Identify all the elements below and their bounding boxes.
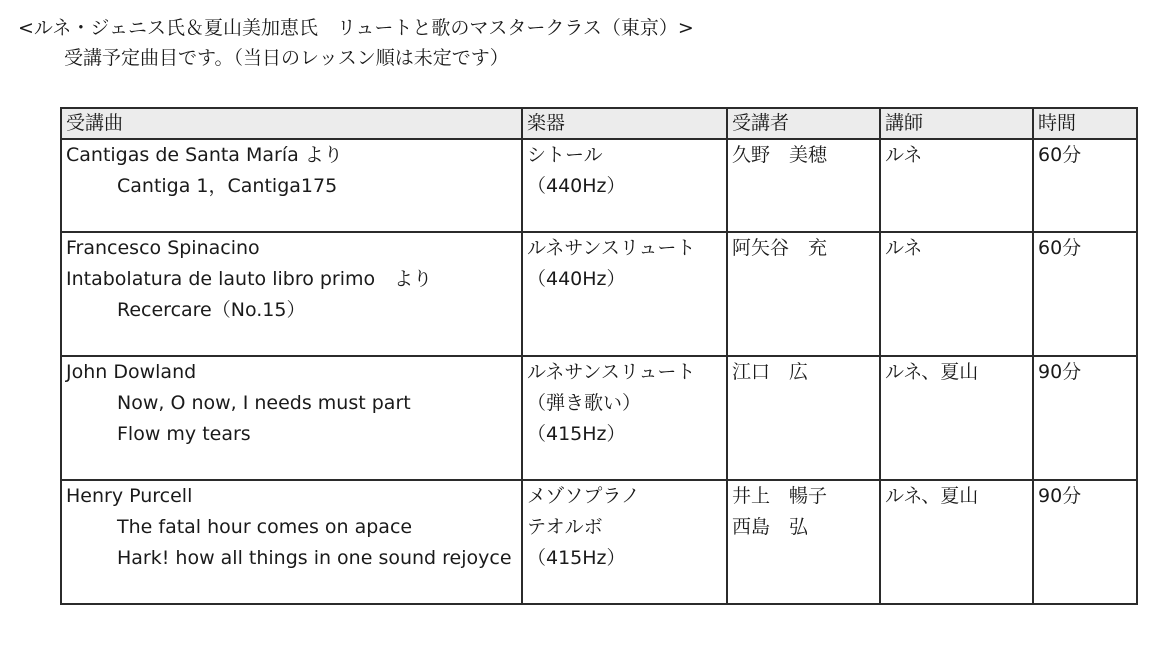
table-row bbox=[61, 356, 1137, 480]
instrument-cell bbox=[522, 139, 727, 232]
instrument-text: テオルボ bbox=[527, 516, 603, 538]
column-header-teacher: 講師 bbox=[880, 108, 1033, 139]
student-cell bbox=[727, 356, 880, 480]
student-name: 久野 美穂 bbox=[732, 144, 828, 166]
instrument-text: ルネサンスリュート bbox=[527, 361, 696, 383]
instrument-text: シトール bbox=[527, 144, 603, 166]
page-title: <ルネ・ジェニス氏＆夏山美加恵氏 リュートと歌のマスタークラス（東京）> bbox=[18, 17, 694, 39]
pitch-text: （440Hz） bbox=[527, 175, 626, 197]
piece-cell bbox=[61, 232, 522, 356]
time-cell: 60分 bbox=[1033, 139, 1137, 232]
teacher-cell: ルネ bbox=[880, 139, 1033, 232]
instrument-cell bbox=[522, 480, 727, 604]
composer-text: Francesco Spinacino bbox=[66, 237, 260, 259]
student-cell bbox=[727, 480, 880, 604]
piece-title-text: The fatal hour comes on apace bbox=[117, 516, 413, 538]
piece-title-text: Cantiga 1，Cantiga175 bbox=[117, 175, 338, 197]
lesson-schedule-table bbox=[60, 107, 1138, 605]
composer-text: John Dowland bbox=[66, 361, 197, 383]
column-header-instrument: 楽器 bbox=[522, 108, 727, 139]
piece-title-text: Recercare（No.15） bbox=[117, 299, 306, 321]
instrument-text: ルネサンスリュート bbox=[527, 237, 696, 259]
student-name: 阿矢谷 充 bbox=[732, 237, 828, 259]
pitch-text: （440Hz） bbox=[527, 268, 626, 290]
instrument-cell bbox=[522, 356, 727, 480]
student-name: 江口 広 bbox=[732, 361, 809, 383]
student-cell bbox=[727, 139, 880, 232]
composer-text: Henry Purcell bbox=[66, 485, 193, 507]
table-header-row bbox=[61, 108, 1137, 139]
time-cell: 90分 bbox=[1033, 356, 1137, 480]
time-cell: 90分 bbox=[1033, 480, 1137, 604]
instrument-cell bbox=[522, 232, 727, 356]
table-row bbox=[61, 232, 1137, 356]
instrument-text: メゾソプラノ bbox=[527, 485, 640, 507]
page-subtitle: 受講予定曲目です。（当日のレッスン順は未定です） bbox=[64, 47, 509, 69]
table-row bbox=[61, 480, 1137, 604]
piece-title-text: Flow my tears bbox=[117, 423, 251, 445]
piece-cell bbox=[61, 480, 522, 604]
table-row bbox=[61, 139, 1137, 232]
pitch-text: （415Hz） bbox=[527, 547, 626, 569]
piece-cell bbox=[61, 139, 522, 232]
collection-text: Intabolatura de lauto libro primo より bbox=[66, 268, 433, 290]
performance-note-text: （弾き歌い） bbox=[527, 392, 642, 414]
composer-text: Cantigas de Santa María より bbox=[66, 144, 343, 166]
student-cell bbox=[727, 232, 880, 356]
time-cell: 60分 bbox=[1033, 232, 1137, 356]
column-header-student: 受講者 bbox=[727, 108, 880, 139]
teacher-cell: ルネ、夏山 bbox=[880, 480, 1033, 604]
teacher-cell: ルネ、夏山 bbox=[880, 356, 1033, 480]
piece-title-text: Now, O now, I needs must part bbox=[117, 392, 411, 414]
pitch-text: （415Hz） bbox=[527, 423, 626, 445]
student-name: 西島 弘 bbox=[732, 516, 809, 538]
piece-cell bbox=[61, 356, 522, 480]
teacher-cell: ルネ bbox=[880, 232, 1033, 356]
column-header-piece: 受講曲 bbox=[61, 108, 522, 139]
student-name: 井上 暢子 bbox=[732, 485, 828, 507]
piece-title-text: Hark! how all things in one sound rejoyce bbox=[117, 547, 512, 569]
column-header-time: 時間 bbox=[1033, 108, 1137, 139]
